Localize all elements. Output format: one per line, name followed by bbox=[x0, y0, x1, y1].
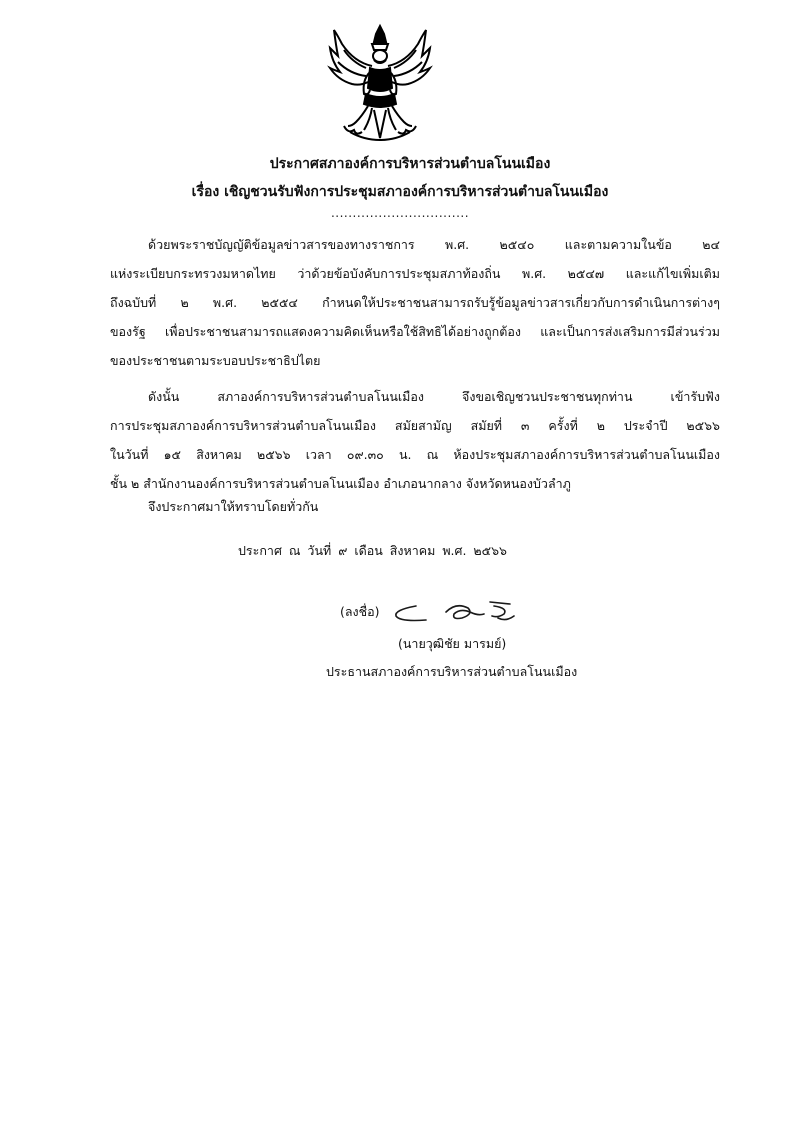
announcement-subject: เรื่อง เชิญชวนรับฟังการประชุมสภาองค์การบริหารส่วนตำบลโนนเมือง bbox=[191, 184, 609, 200]
closing-statement: จึงประกาศมาให้ทราบโดยทั่วกัน bbox=[148, 499, 319, 514]
signer-position: ประธานสภาองค์การบริหารส่วนตำบลโนนเมือง bbox=[326, 664, 578, 679]
garuda-emblem-icon bbox=[324, 22, 436, 144]
paragraph-line: ดังนั้น สภาองค์การบริหารส่วนตำบลโนนเมือง จึงขอเชิญชวนประชาชนทุกท่าน เข้ารับฟัง bbox=[148, 389, 720, 404]
paragraph-line: ในวันที่ ๑๕ สิงหาคม ๒๕๖๖ เวลา ๐๙.๓๐ น. ณ ห้องประชุมสภาองค์การบริหารส่วนตำบลโนนเมือง bbox=[110, 447, 720, 462]
body-paragraph-1 bbox=[110, 230, 720, 375]
separator-line: ................................ bbox=[330, 206, 470, 220]
paragraph-line: การประชุมสภาองค์การบริหารส่วนตำบลโนนเมือง สมัยสามัญ สมัยที่ ๓ ครั้งที่ ๒ ประจำปี ๒๕๖๖ bbox=[110, 418, 720, 433]
signature-label: (ลงชื่อ) bbox=[340, 604, 380, 619]
paragraph-line: ของประชาชนตามระบอบประชาธิปไตย bbox=[110, 353, 321, 368]
signer-name: (นายวุฒิชัย มารมย์) bbox=[398, 636, 507, 651]
announcement-heading: ประกาศสภาองค์การบริหารส่วนตำบลโนนเมือง bbox=[269, 156, 551, 172]
paragraph-line: ถึงฉบับที่ ๒ พ.ศ. ๒๕๕๔ กำหนดให้ประชาชนสามารถรับรู้ข้อมูลข่าวสารเกี่ยวกับการดำเนินการต่างๆ bbox=[110, 295, 720, 310]
paragraph-line: ชั้น ๒ สำนักงานองค์การบริหารส่วนตำบลโนนเมือง อำเภอนากลาง จังหวัดหนองบัวลำภู bbox=[110, 476, 571, 491]
paragraph-line: ด้วยพระราชบัญญัติข้อมูลข่าวสารของทางราชการ พ.ศ. ๒๕๔๐ และตามความในข้อ ๒๔ bbox=[148, 237, 720, 252]
announcement-date: ประกาศ ณ วันที่ ๙ เดือน สิงหาคม พ.ศ. ๒๕๖๖ bbox=[238, 543, 507, 558]
paragraph-line: ของรัฐ เพื่อประชาชนสามารถแสดงความคิดเห็นหรือใช้สิทธิได้อย่างถูกต้อง และเป็นการส่งเสริมการมีส่วนร่วม bbox=[110, 324, 720, 339]
paragraph-line: แห่งระเบียบกระทรวงมหาดไทย ว่าด้วยข้อบังคับการประชุมสภาท้องถิ่น พ.ศ. ๒๕๔๗ และแก้ไขเพิ่มเติม bbox=[110, 266, 720, 281]
handwritten-signature-icon bbox=[386, 596, 536, 628]
body-paragraph-2 bbox=[110, 382, 720, 498]
